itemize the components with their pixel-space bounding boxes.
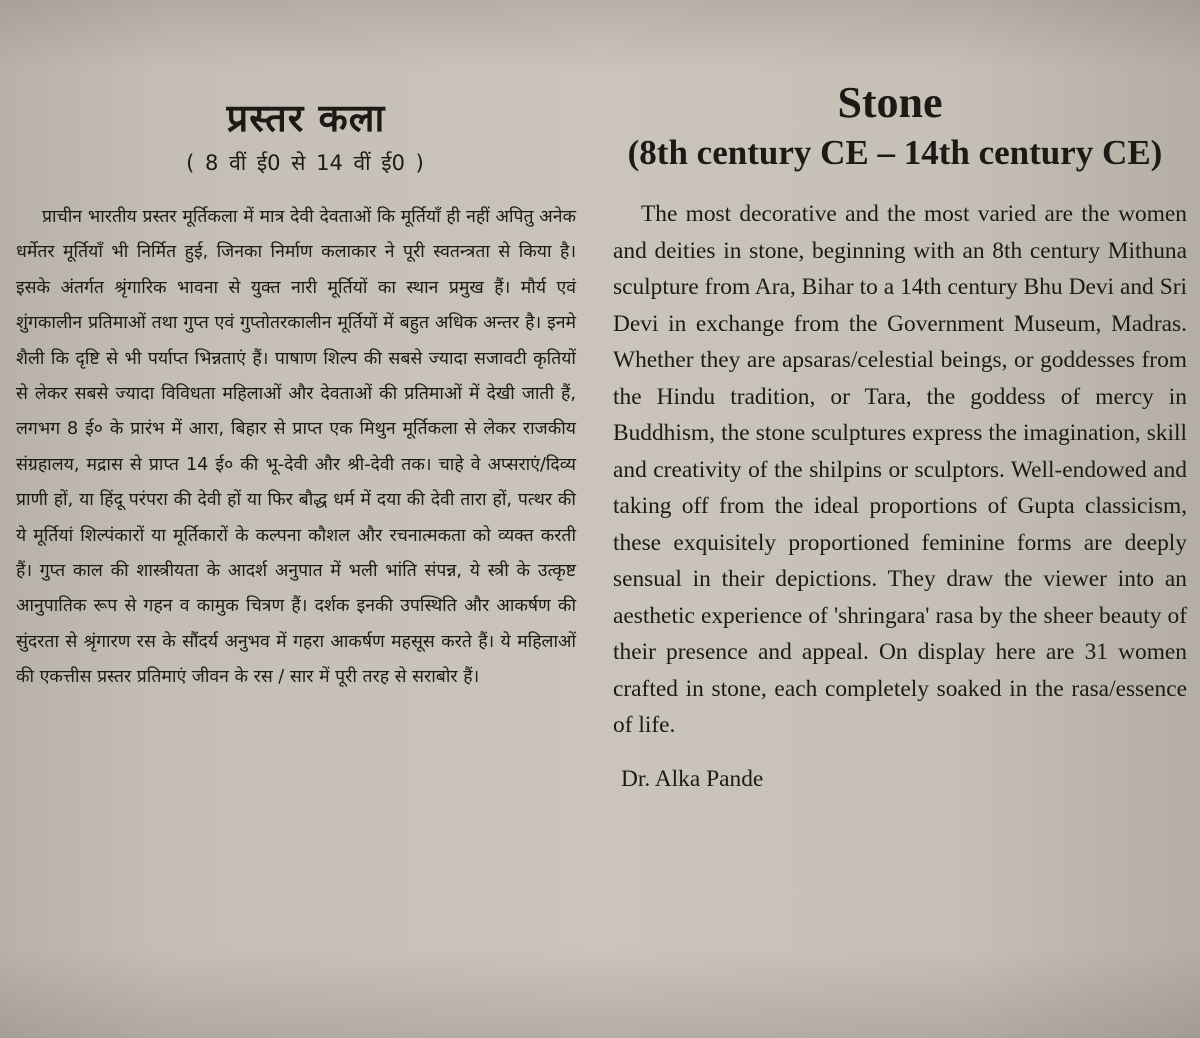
bottom-shadow — [0, 948, 1200, 1038]
english-title: Stone — [837, 78, 943, 127]
hindi-body-paragraph: प्राचीन भारतीय प्रस्तर मूर्तिकला में मात्र देवी देवताओं कि मूर्तियाँ ही नहीं अपितु अनेक धर्मेतर मूर्तियाँ भी निर्मित हुई, जिनका निर्माण कलाकार ने पूरी स्वतन्त्रता से किया है। इसके अंतर्गत श्रृंगारिक भावना से युक्त नारी मूर्तियों का स्थान प्रमुख हैं। मौर्य एवं शुंगकालीन प्रतिमाओं तथा गुप्त एवं गुप्तोतरकालीन मूर्तियों में बहुत अधिक अन्तर है। इनमे शैली कि दृष्टि से भी पर्याप्त भिन्नताएं हैं। पाषाण शिल्प की सबसे ज्यादा सजावटी कृतियों से लेकर सबसे ज्यादा विविधता महिलाओं और देवताओं की प्रतिमाओं में देखी जाती हैं, लगभग 8 ई० के प्रारंभ में आरा, बिहार से प्राप्त एक मिथुन मूर्तिकला से लेकर राजकीय संग्रहालय, मद्रास से प्राप्त 14 ई० की भू-देवी और श्री-देवी तक। चाहे वे अप्सराएं/दिव्य प्राणी हों, या हिंदू परंपरा की देवी हों या फिर बौद्ध धर्म में दया की देवी तारा हों, पत्थर की ये मूर्तियां शिल्पंकारों या मूर्तिकारों के कल्पना कौशल और रचनात्मकता को व्यक्त करती हैं। गुप्त काल की शास्त्रीयता के आदर्श अनुपात में भली भांति संपन्न, ये स्त्री के उत्कृष्ट आनुपातिक रूप से गहन व कामुक चित्रण हैं। दर्शक इनकी उपस्थिति और आकर्षण की सुंदरता से श्रृंगारण रस के सौंदर्य अनुभव में गहरा आकर्षण महसूस करते हैं। ये महिलाओं की एकत्तीस प्रस्तर प्रतिमाएं जीवन के रस / सार में पूरी तरह से सराबोर हैं। — [16, 207, 576, 688]
hindi-text-column — [16, 92, 576, 696]
english-subtitle: (8th century CE – 14th century CE) — [627, 133, 1163, 172]
hindi-title: प्रस्तर कला — [226, 96, 386, 140]
english-body-paragraph: The most decorative and the most varied are the women and deities in stone, beginning with an 8th century Mithuna sculpture from Ara, Bihar to a 14th century Bhu Devi and Sri Devi in exchange from the Government Museum, Madras. Whether they are apsaras/celestial beings, or goddesses from the Hindu tradition, or Tara, the goddess of mercy in Buddhism, the stone sculptures express the imagination, skill and creativity of the shilpins or sculptors. Well-endowed and taking off from the ideal proportions of Gupta classicism, these exquisitely proportioned feminine forms are deeply sensual in their depictions. They draw the viewer into an aesthetic experience of 'shringara' rasa by the sheer beauty of their presence and appeal. On display here are 31 women crafted in stone, each completely soaked in the rasa/essence of life. — [613, 201, 1187, 738]
english-text-column — [603, 74, 1187, 793]
author-credit: Dr. Alka Pande — [621, 765, 764, 792]
hindi-subtitle: ( 8 वीं ई0 से 14 वीं ई0 ) — [186, 151, 424, 175]
top-shadow — [0, 0, 1200, 70]
